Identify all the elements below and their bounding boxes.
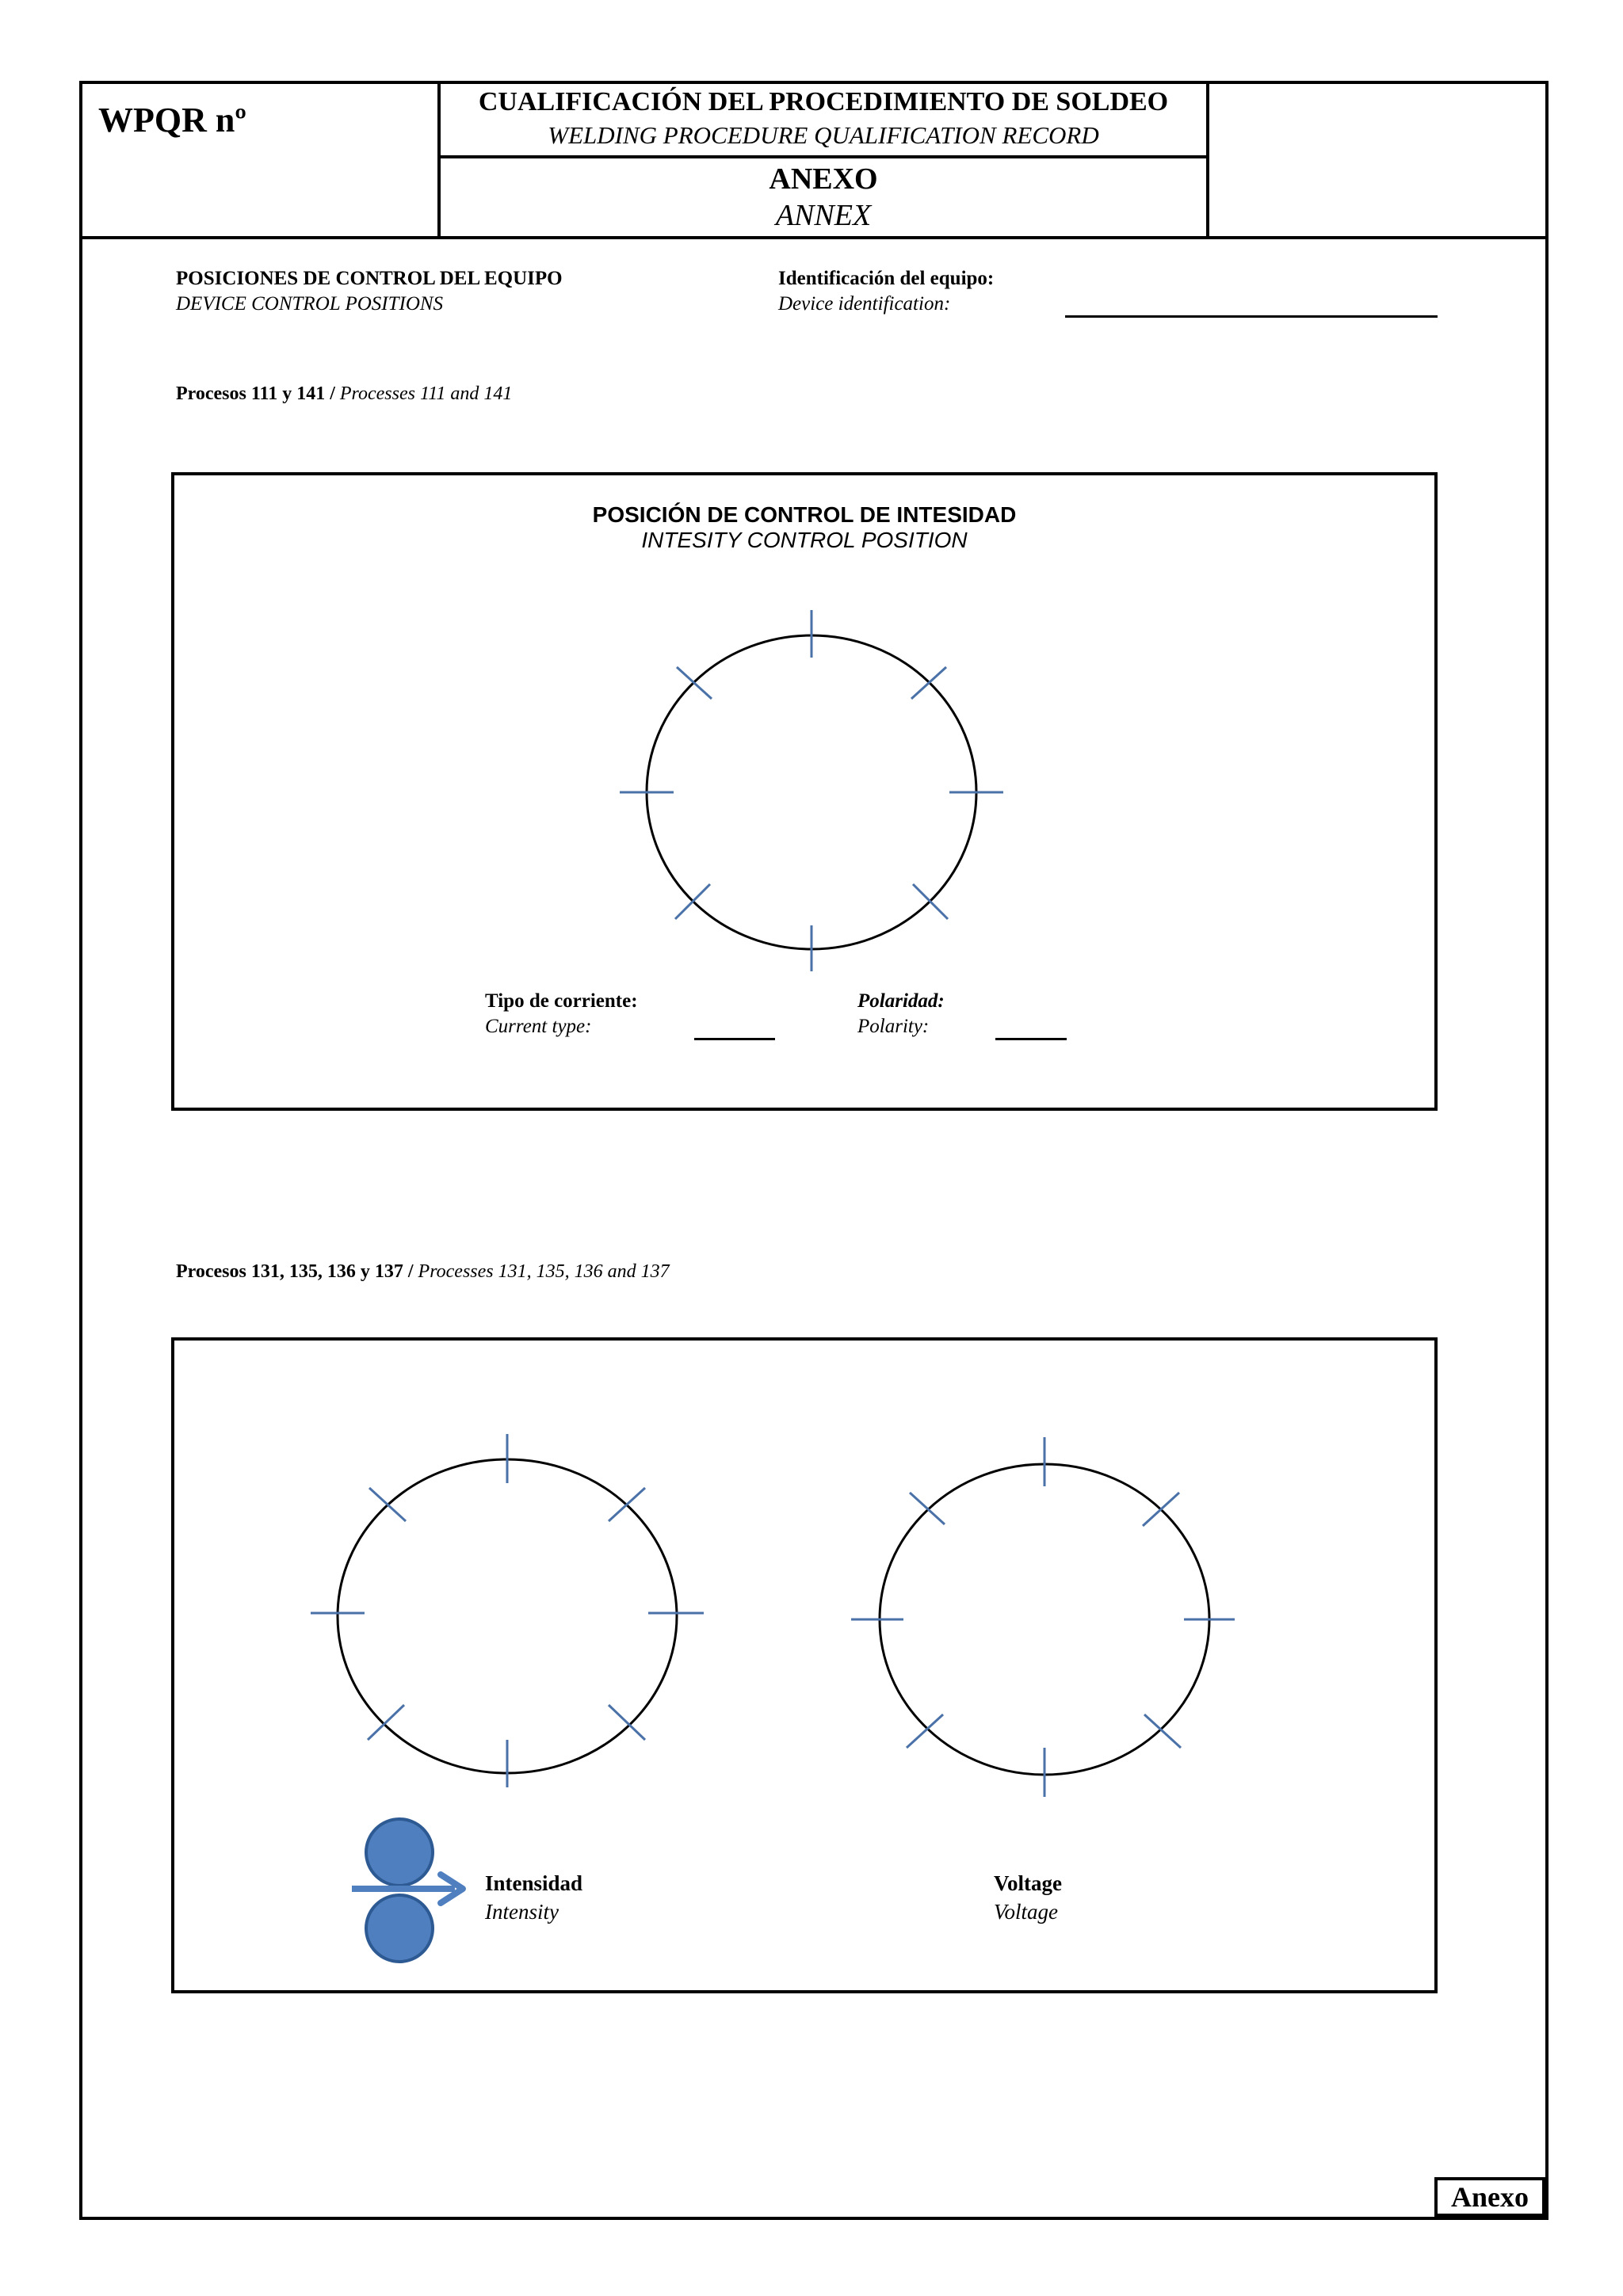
intensity-label-es: Intensidad xyxy=(485,1871,583,1895)
header-annex-es: ANEXO xyxy=(769,162,878,196)
section1-heading-en: Processes 111 and 141 xyxy=(339,383,513,404)
voltage-label-en: Voltage xyxy=(994,1900,1058,1924)
tick-bottom-left xyxy=(907,1714,943,1748)
intensity-box-title-es: POSICIÓN DE CONTROL DE INTESIDAD xyxy=(592,502,1017,527)
section2-heading-es: Procesos 131, 135, 136 y 137 xyxy=(176,1261,403,1282)
device-positions-en: DEVICE CONTROL POSITIONS xyxy=(176,293,444,315)
section1-heading-sep: / xyxy=(325,383,340,404)
header-title-en: WELDING PROCEDURE QUALIFICATION RECORD xyxy=(548,121,1099,149)
voltage-dial-ticks xyxy=(851,1437,1235,1797)
section1-heading-es: Procesos 111 y 141 xyxy=(176,383,326,404)
upper-roller xyxy=(366,1819,433,1886)
roller-arrow-icon xyxy=(352,1819,463,1962)
lower-roller xyxy=(366,1895,433,1962)
tick-bottom-right xyxy=(1144,1714,1181,1748)
current-type-en: Current type: xyxy=(485,1016,592,1037)
device-id-es: Identificación del equipo: xyxy=(778,268,995,289)
intensity-dial-2-ticks xyxy=(311,1434,704,1787)
tick-bottom-left xyxy=(368,1705,404,1740)
header-title-es: CUALIFICACIÓN DEL PROCEDIMIENTO DE SOLDEO xyxy=(478,87,1169,116)
device-positions-es: POSICIONES DE CONTROL DEL EQUIPO xyxy=(176,268,563,289)
section2-heading-sep: / xyxy=(403,1261,418,1282)
tick-top-left xyxy=(910,1493,945,1524)
footer-annex-label: Anexo xyxy=(1451,2181,1529,2213)
intensity-box-title-en: INTESITY CONTROL POSITION xyxy=(641,528,968,552)
polarity-es: Polaridad: xyxy=(857,990,945,1012)
tick-bottom-right xyxy=(609,1705,645,1740)
polarity-en: Polarity: xyxy=(857,1016,930,1037)
wpqr-label: WPQR nº xyxy=(98,101,246,139)
section2-heading-en: Processes 131, 135, 136 and 137 xyxy=(418,1261,670,1282)
intensity-label-en: Intensity xyxy=(485,1900,559,1924)
voltage-label-es: Voltage xyxy=(994,1871,1062,1895)
tick-top-left xyxy=(369,1488,406,1521)
tick-top-right xyxy=(609,1488,645,1521)
header-annex-en: ANNEX xyxy=(775,199,872,232)
current-type-es: Tipo de corriente: xyxy=(485,990,638,1012)
device-id-en: Device identification: xyxy=(778,293,951,315)
